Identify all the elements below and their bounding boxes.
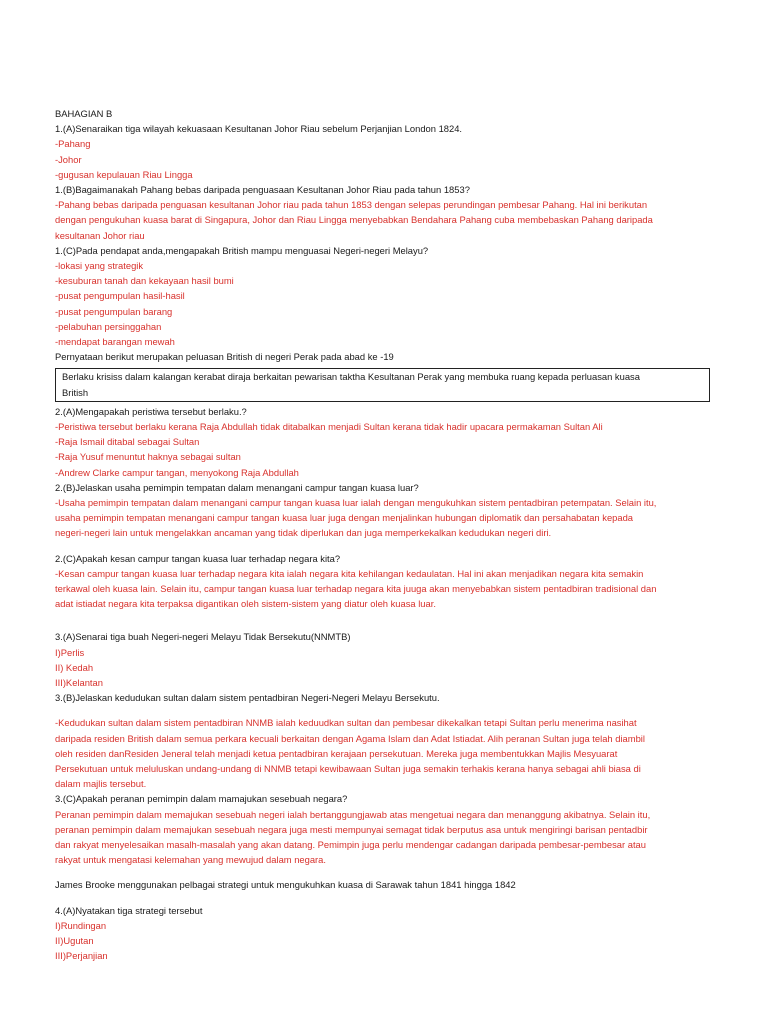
answer-line: -pusat pengumpulan hasil-hasil <box>55 290 185 302</box>
question-text: 2.(C)Apakah kesan campur tangan kuasa luar terhadap negara kita? <box>55 552 341 564</box>
answer-line: I)Rundingan <box>55 919 107 931</box>
answer-line: Peranan pemimpin dalam memajukan sesebuah negeri ialah bertanggungjawab atas mengetuai negara dan menanggung akibatnya. Selain itu, <box>55 808 651 820</box>
question-text: 4.(A)Nyatakan tiga strategi tersebut <box>55 904 203 916</box>
answer-line: II) Kedah <box>55 661 94 673</box>
question-text: Pernyataan berikut merupakan peluasan British di negeri Perak pada abad ke -19 <box>55 351 394 363</box>
answer-line: peranan pemimpin dalam memajukan sesebuah negara juga mesti mempunyai semagat tidak berputus asa untuk mengiringi barisan pentadbir <box>55 823 648 835</box>
answer-line: -kesuburan tanah dan kekayaan hasil bumi <box>55 275 234 287</box>
answer-line: daripada residen British dalam semua perkara kecuali berkaitan dengan Agama Islam dan Adat Istiadat. Alih peranan Sultan juga telah diambil <box>55 732 645 744</box>
answer-line: -pusat pengumpulan barang <box>55 305 173 317</box>
answer-line: III)Kelantan <box>55 677 103 688</box>
answer-line: III)Perjanjian <box>55 950 108 962</box>
answer-line: II)Ugutan <box>55 935 94 946</box>
question-text: 1.(A)Senaraikan tiga wilayah kekuasaan Kesultanan Johor Riau sebelum Perjanjian London 1824. <box>55 123 463 135</box>
answer-line: -Kedudukan sultan dalam sistem pentadbiran NNMB ialah keduudkan sultan dan pembesar dikekalkan tetapi Sultan perlu menerima nasihat <box>55 717 637 729</box>
answer-line: adat istiadat negara kita terpaksa digantikan oleh sistem-sistem yang diatur oleh kuasa luar. <box>55 598 436 610</box>
answer-line: terkawal oleh kuasa lain. Selain itu, campur tangan kuasa luar terhadap negara kita juuga akan menyebabkan sistem pentadbiran tradisional dan <box>55 583 657 594</box>
answer-line: kesultanan Johor riau <box>55 229 145 241</box>
statement-line: British <box>62 386 89 398</box>
answer-line: -Peristiwa tersebut berlaku kerana Raja Abdullah tidak ditabalkan menjadi Sultan kerana tidak hadir upacara permakaman Sultan Ali <box>55 421 603 432</box>
answer-line: usaha pemimpin tempatan menangani campur tangan kuasa luar juga dengan menjalinkan hubungan diplomatik dan persahabatan kepada <box>55 512 634 524</box>
question-text: 2.(A)Mengapakah peristiwa tersebut berlaku.? <box>55 405 247 417</box>
answer-line: -Pahang <box>55 138 91 150</box>
question-text: James Brooke menggunakan pelbagai strategi untuk mengukuhkan kuasa di Sarawak tahun 1841 hingga 1842 <box>55 879 516 891</box>
answer-line: -gugusan kepulauan Riau Lingga <box>55 168 193 180</box>
answer-line: -Usaha pemimpin tempatan dalam menangani campur tangan kuasa luar ialah dengan mengukuhkan sistem pentadbiran petempatan. Selain itu, <box>55 497 657 508</box>
answer-line: -Johor <box>55 153 82 165</box>
answer-line: -Raja Ismail ditabal sebagai Sultan <box>55 436 200 448</box>
answer-line: oleh residen danResiden Jeneral telah menjadi ketua pentadbiran kerajaan persekutuan. Mereka juga membentukkan Majlis Mesyuarat <box>55 747 618 759</box>
question-text: 2.(B)Jelaskan usaha pemimpin tempatan dalam menangani campur tangan kuasa luar? <box>55 481 419 493</box>
answer-line: rakyat untuk mengatasi kelemahan yang mewujud dalam negara. <box>55 854 326 866</box>
answer-line: dengan pengukuhan kuasa barat di Singapura, Johor dan Riau Lingga menyebabkan Bendahara Pahang cuba membebaskan Pahang daripada <box>55 214 653 226</box>
question-text: 3.(C)Apakah peranan pemimpin dalam mamajukan sesebuah negara? <box>55 793 348 805</box>
answer-line: negeri-negeri lain untuk mengelakkan ancaman yang tidak diperlukan dan juga memperkekalkan kedudukan negeri diri. <box>55 527 552 539</box>
section-title: BAHAGIAN B <box>55 108 113 119</box>
statement-line: Berlaku krisiss dalam kalangan kerabat diraja berkaitan pewarisan taktha Kesultanan Perak yang membuka ruang kepada perluasan kuasa <box>62 371 640 383</box>
answer-line: -mendapat barangan mewah <box>55 336 175 347</box>
answer-line: Persekutuan untuk meluluskan undang-undang di NNMB tetapi kewibawaan Sultan juga semakin terhakis kerana hanya sebagai ahli biasa di <box>55 763 641 774</box>
answer-line: -pelabuhan persinggahan <box>55 320 162 332</box>
answer-line: dalam majlis tersebut. <box>55 778 147 790</box>
question-text: 1.(C)Pada pendapat anda,mengapakah British mampu menguasai Negeri-negeri Melayu? <box>55 244 429 256</box>
answer-line: -Andrew Clarke campur tangan, menyokong Raja Abdullah <box>55 466 299 478</box>
statement-box <box>55 368 710 401</box>
question-text: 3.(A)Senarai tiga buah Negeri-negeri Melayu Tidak Bersekutu(NNMTB) <box>55 631 351 643</box>
answer-line: -Raja Yusuf menuntut haknya sebagai sultan <box>55 451 241 463</box>
question-text: 1.(B)Bagaimanakah Pahang bebas daripada penguasaan Kesultanan Johor Riau pada tahun 1853? <box>55 184 470 195</box>
question-text: 3.(B)Jelaskan kedudukan sultan dalam sistem pentadbiran Negeri-Negeri Melayu Bersekutu. <box>55 692 440 704</box>
answer-line: dan rakyat menyelesaikan masalh-masalah yang akan datang. Pemimpin juga perlu mendengar cadangan daripada pembesar-pembesar atau <box>55 839 646 850</box>
answer-line: -Kesan campur tangan kuasa luar terhadap negara kita ialah negara kita kehilangan kedaulatan. Hal ini akan menjadikan negara kita semakin <box>55 567 644 579</box>
answer-line: -Pahang bebas daripada penguasan kesultanan Johor riau pada tahun 1853 dengan selepas perundingan pembesar Pahang. Hal ini berikutan <box>55 199 648 211</box>
answer-line: -lokasi yang strategik <box>55 260 144 271</box>
answer-line: I)Perlis <box>55 646 85 658</box>
